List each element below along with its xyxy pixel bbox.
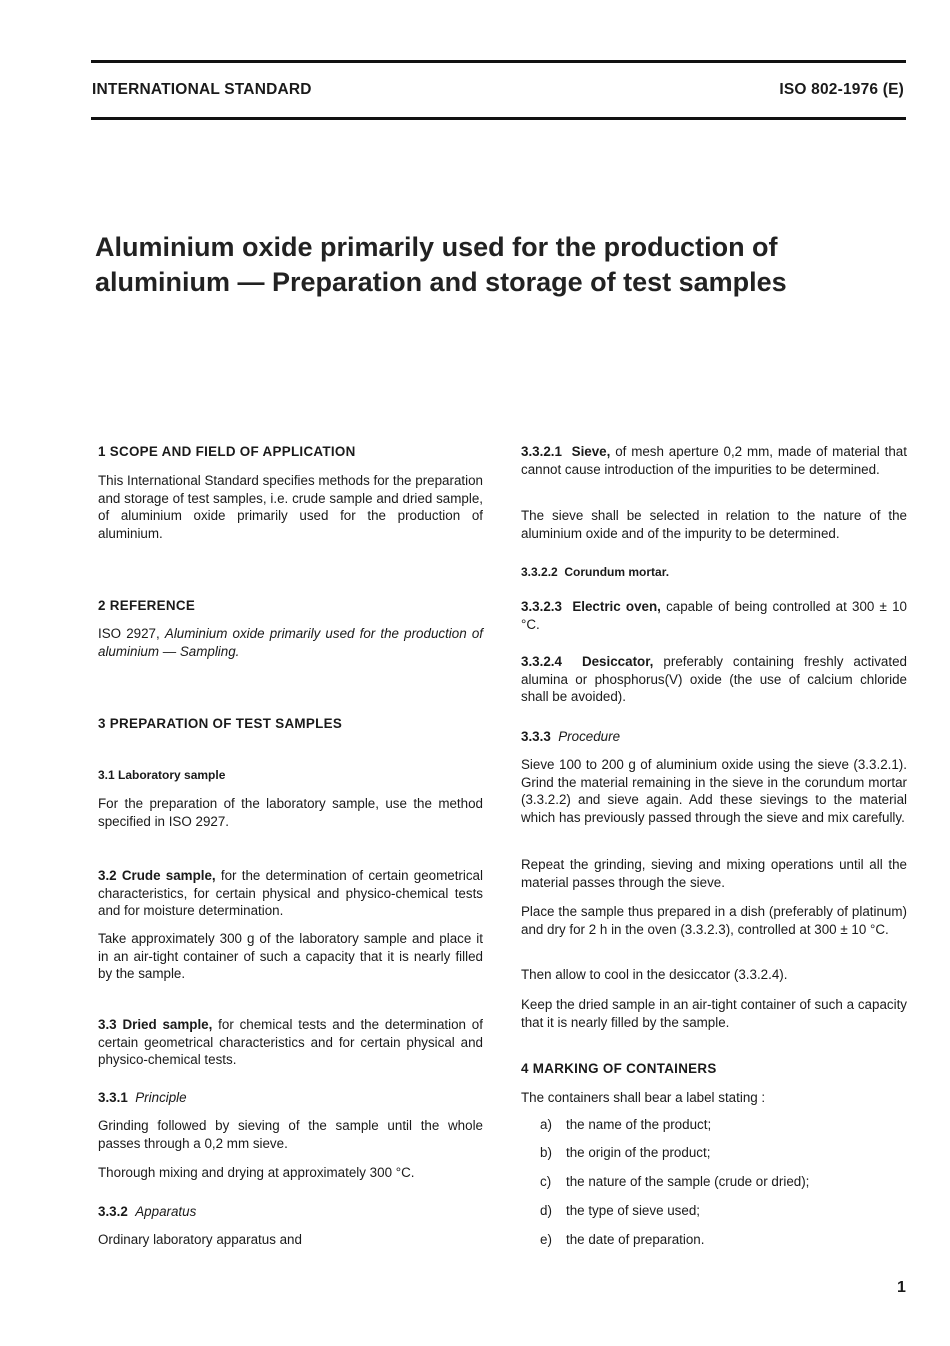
section-3-3-3-heading — [521, 728, 907, 746]
list-text: the nature of the sample (crude or dried); — [566, 1174, 810, 1189]
section-number: 3.3.2.3 — [521, 599, 562, 614]
header-left: INTERNATIONAL STANDARD — [92, 81, 312, 98]
list-item — [540, 1145, 711, 1160]
section-4-heading: 4 MARKING OF CONTAINERS — [521, 1061, 717, 1076]
list-text: the origin of the product; — [566, 1145, 711, 1160]
section-3-3-2-text: Ordinary laboratory apparatus and — [98, 1232, 302, 1247]
definition: capable of being controlled at 300 ± 10 °C. — [521, 599, 907, 632]
header-rule — [91, 117, 906, 120]
definition: for chemical tests and the determination of certain geometrical characteristics and for certain physical and physico-chemical tests. — [98, 1017, 483, 1068]
section-2-heading: 2 REFERENCE — [98, 598, 196, 613]
section-3-2-text — [98, 867, 483, 920]
list-item — [540, 1174, 810, 1189]
section-3-3-1-heading — [98, 1089, 483, 1107]
section-3-3-text — [98, 1016, 483, 1069]
procedure-paragraph-3: Place the sample thus prepared in a dish (preferably of platinum) and dry for 2 h in the oven (3.3.2.3), controlled at 300 ± 10 °C. — [521, 904, 907, 937]
definition: for the determination of certain geometrical characteristics, for certain physical and physico-chemical tests and for moisture determination. — [98, 868, 483, 919]
term: Electric oven, — [572, 599, 661, 614]
section-number: 3.3.2.4 — [521, 654, 562, 669]
procedure-paragraph-4: Then allow to cool in the desiccator (3.3.2.4). — [521, 967, 788, 982]
reference-title: Aluminium oxide primarily used for the production of aluminium — Sampling. — [98, 626, 483, 659]
section-1-text: This International Standard specifies methods for the preparation and storage of test samples, i.e. crude sample and dried sample, of aluminium oxide primarily used for the production of aluminium. — [98, 473, 483, 541]
procedure-paragraph-2: Repeat the grinding, sieving and mixing operations until all the material passes through the sieve. — [521, 857, 907, 890]
section-3-3-2-1-text-2: The sieve shall be selected in relation to the nature of the aluminium oxide and of the impurity to be determined. — [521, 508, 907, 541]
term: Sieve, — [571, 444, 611, 459]
section-3-3-2-2-text — [521, 564, 907, 582]
section-title: Principle — [135, 1090, 187, 1105]
section-2-text — [98, 625, 483, 660]
section-title: Procedure — [558, 729, 621, 744]
section-3-3-2-heading — [98, 1203, 483, 1221]
section-number: 3.3.2.1 — [521, 444, 562, 459]
term: Dried sample, — [122, 1017, 213, 1032]
section-number: 3.3.2 — [98, 1204, 128, 1219]
list-item — [540, 1203, 700, 1218]
section-3-3-1-text: Grinding followed by sieving of the sample until the whole passes through a 0,2 mm sieve. — [98, 1118, 483, 1151]
section-3-2-text-2: Take approximately 300 g of the laboratory sample and place it in an air-tight container of such a capacity that it is nearly filled by the sample. — [98, 931, 483, 982]
term: Desiccator, — [581, 654, 654, 669]
list-label: e) — [540, 1232, 552, 1247]
section-3-3-2-3-text — [521, 598, 907, 633]
page-number: 1 — [897, 1279, 906, 1296]
list-text: the type of sieve used; — [566, 1203, 700, 1218]
procedure-paragraph-5: Keep the dried sample in an air-tight container of such a capacity that it is nearly filled by the sample. — [521, 997, 907, 1030]
header-right: ISO 802-1976 (E) — [779, 81, 904, 98]
document-title: Aluminium oxide primarily used for the production of aluminium — Preparation and storage of test samples — [95, 232, 787, 297]
section-title: Apparatus — [135, 1204, 197, 1219]
section-number: 3.3 — [98, 1017, 117, 1032]
list-label: c) — [540, 1174, 552, 1189]
list-label: a) — [540, 1117, 552, 1132]
section-number: 3.2 — [98, 868, 117, 883]
list-item — [540, 1117, 712, 1132]
list-text: the name of the product; — [566, 1117, 712, 1132]
reference-number: ISO 2927, — [98, 626, 160, 641]
list-text: the date of preparation. — [566, 1232, 705, 1247]
section-3-1-heading: 3.1 Laboratory sample — [98, 768, 226, 782]
definition: preferably containing freshly activated alumina or phosphorus(V) oxide (the use of calcium chloride shall be avoided). — [521, 654, 907, 705]
top-rule — [91, 60, 906, 63]
section-1-heading: 1 SCOPE AND FIELD OF APPLICATION — [98, 444, 356, 459]
list-item — [540, 1232, 705, 1247]
definition: of mesh aperture 0,2 mm, made of material that cannot cause introduction of the impurities to be determined. — [521, 444, 907, 477]
section-4-text: The containers shall bear a label stating : — [521, 1090, 766, 1105]
section-number: 3.3.3 — [521, 729, 551, 744]
section-3-heading: 3 PREPARATION OF TEST SAMPLES — [98, 716, 343, 731]
section-3-3-2-1-text — [521, 443, 907, 478]
section-3-3-2-4-text — [521, 653, 907, 706]
term: Corundum mortar. — [564, 565, 670, 579]
section-3-1-text: For the preparation of the laboratory sample, use the method specified in ISO 2927. — [98, 796, 483, 829]
term: Crude sample, — [121, 868, 216, 883]
section-number: 3.3.1 — [98, 1090, 128, 1105]
list-label: b) — [540, 1145, 552, 1160]
section-3-3-1-text-2: Thorough mixing and drying at approximately 300 °C. — [98, 1165, 415, 1180]
list-label: d) — [540, 1203, 552, 1218]
procedure-paragraph-1: Sieve 100 to 200 g of aluminium oxide using the sieve (3.3.2.1). Grind the material remaining in the sieve in the corundum mortar (3.3.2.2) and sieve again. Add these sievings to the material which has previously passed through the sieve and mix carefully. — [521, 757, 907, 825]
section-number: 3.3.2.2 — [521, 565, 558, 579]
